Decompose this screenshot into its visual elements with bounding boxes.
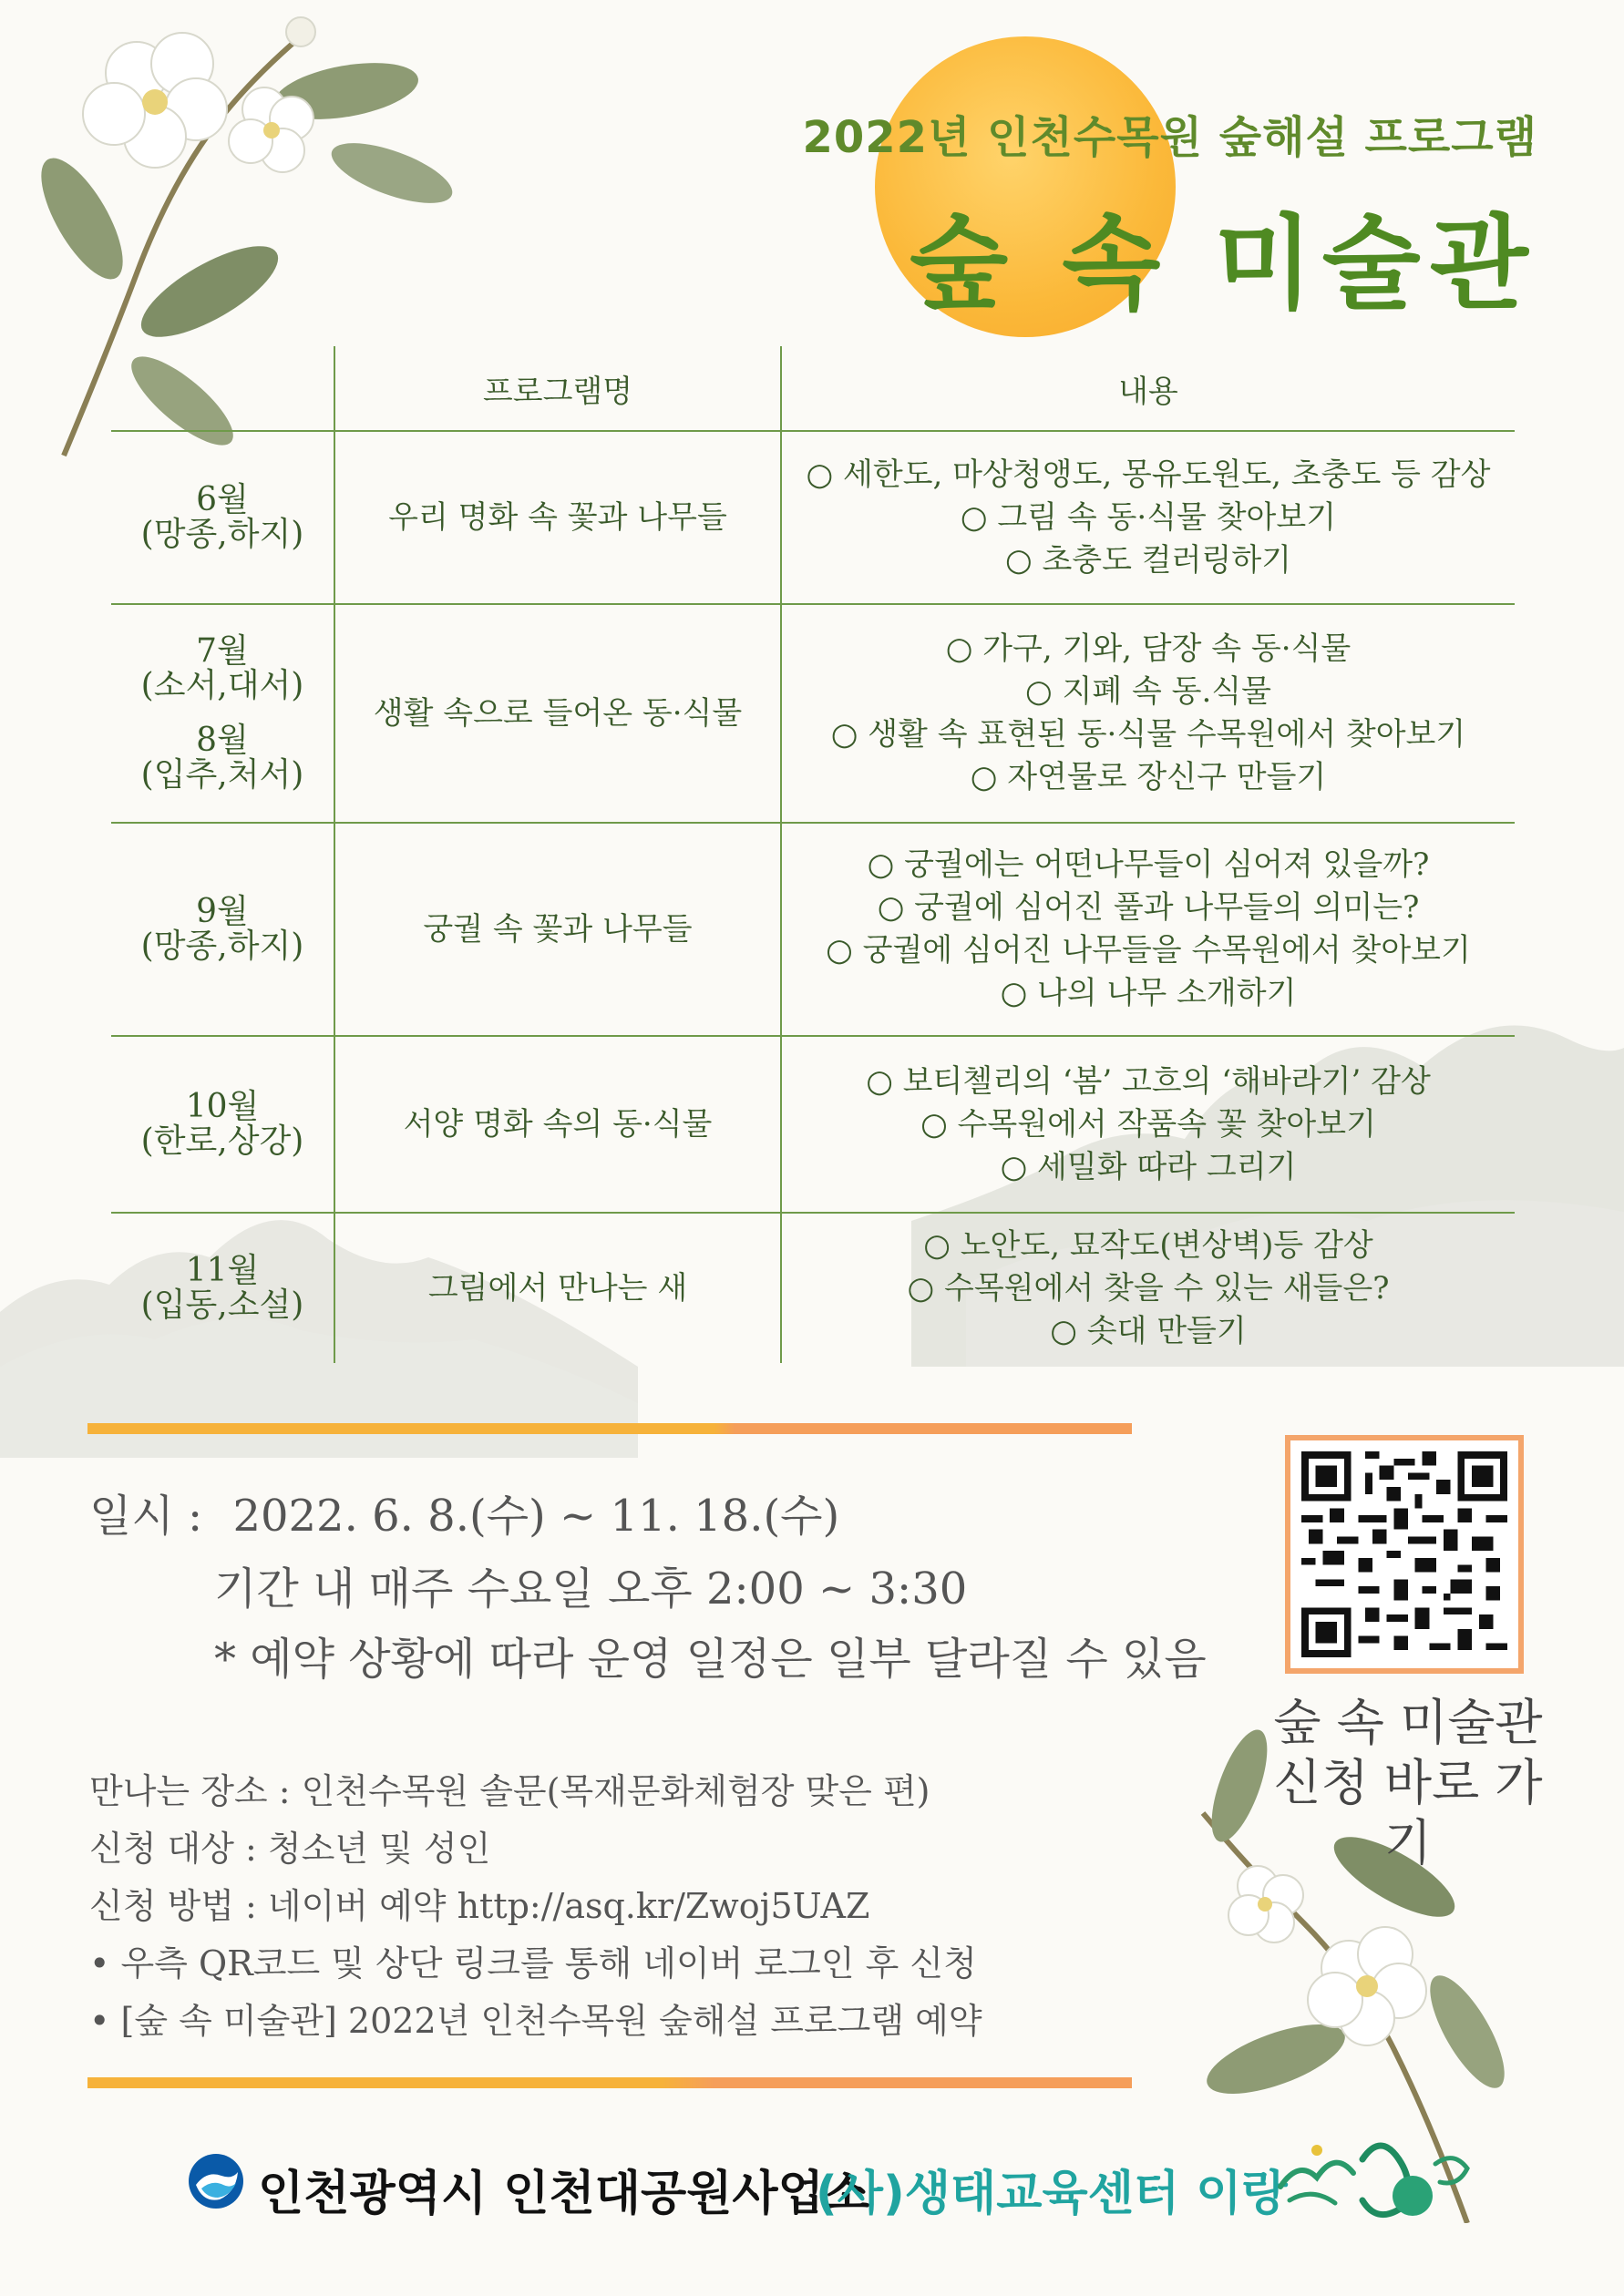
- month-label: 11월: [185, 1252, 260, 1289]
- application-method[interactable]: 신청 방법 : 네이버 예약 http://asq.kr/Zwoj5UAZ: [89, 1886, 870, 1926]
- program-name-cell: 그림에서 만나는 새: [334, 1213, 781, 1363]
- date-label: 일시 :: [89, 1491, 203, 1542]
- divider-top: [87, 1423, 1132, 1434]
- table-header-program: 프로그램명: [334, 346, 781, 431]
- target-audience: 신청 대상 : 청소년 및 성인: [89, 1829, 491, 1869]
- month-label: 8월: [196, 722, 249, 759]
- month-cell: [111, 823, 334, 1036]
- content-item: ○ 가구, 기와, 담장 속 동·식물: [945, 630, 1352, 667]
- meeting-place: 만나는 장소 : 인천수목원 솔문(목재문화체험장 맞은 편): [89, 1771, 930, 1811]
- application-note-qr: • 우측 QR코드 및 상단 링크를 통해 네이버 로그인 후 신청: [89, 1943, 977, 1983]
- content-item: ○ 세한도, 마상청앵도, 몽유도원도, 초충도 등 감상: [806, 456, 1491, 493]
- season-label: (한로,상강): [140, 1122, 304, 1160]
- season-label: (망종,하지): [140, 516, 304, 553]
- content-item: ○ 그림 속 동·식물 찾아보기: [960, 498, 1337, 536]
- month-cell: [111, 1036, 334, 1213]
- month-cell: [111, 431, 334, 604]
- table-header-row: [111, 346, 1515, 431]
- content-cell: [781, 604, 1515, 823]
- schedule-notice: * 예약 상황에 따라 운영 일정은 일부 달라질 수 있음: [214, 1634, 1207, 1685]
- table-row: [111, 604, 1515, 823]
- program-title: 숲 속 미술관: [910, 205, 1537, 323]
- content-cell: [781, 1036, 1515, 1213]
- content-item: ○ 생활 속 표현된 동·식물 수목원에서 찾아보기: [830, 716, 1466, 753]
- content-item: ○ 지폐 속 동.식물: [1025, 673, 1271, 710]
- table-header-content: 내용: [781, 346, 1515, 431]
- qr-caption-line: 숲 속 미술관: [1273, 1694, 1543, 1751]
- season-label: (망종,하지): [140, 928, 304, 965]
- content-cell: [781, 823, 1515, 1036]
- org-eco-education-center: (사)생태교육센터 이랑: [816, 2167, 1288, 2221]
- divider-bottom: [87, 2077, 1132, 2088]
- date-range: 2022. 6. 8.(수) ~ 11. 18.(수): [232, 1491, 840, 1542]
- incheon-city-logo-icon: [187, 2152, 245, 2210]
- content-item: ○ 나의 나무 소개하기: [1000, 975, 1297, 1011]
- qr-caption-line: 신청 바로 가기: [1273, 1754, 1543, 1871]
- content-item: ○ 자연물로 장신구 만들기: [970, 759, 1327, 795]
- org-incheon-park-office: 인천광역시 인천대공원사업소: [258, 2167, 870, 2221]
- month-cell: [111, 1213, 334, 1363]
- month-label: 9월: [196, 893, 249, 930]
- program-name-cell: 우리 명화 속 꽃과 나무들: [334, 431, 781, 604]
- content-cell: [781, 431, 1515, 604]
- month-label: 10월: [185, 1088, 260, 1125]
- content-item: ○ 궁궐에 심어진 나무들을 수목원에서 찾아보기: [826, 932, 1471, 969]
- content-item: ○ 초충도 컬러링하기: [1004, 541, 1292, 579]
- qr-code-icon: [1301, 1451, 1507, 1657]
- table-header-month: [111, 346, 334, 431]
- season-label: (소서,대서): [140, 667, 304, 704]
- content-cell: [781, 1213, 1515, 1363]
- content-item: ○ 보티첼리의 ‘봄’ 고흐의 ‘해바라기’ 감상: [866, 1062, 1431, 1100]
- qr-code[interactable]: [1285, 1435, 1524, 1674]
- program-name-cell: 궁궐 속 꽃과 나무들: [334, 823, 781, 1036]
- content-item: ○ 수목원에서 찾을 수 있는 새들은?: [907, 1269, 1390, 1307]
- table-row: [111, 431, 1515, 604]
- schedule-table: [111, 346, 1515, 1363]
- content-item: ○ 수목원에서 작품속 꽃 찾아보기: [920, 1105, 1376, 1143]
- program-name-cell: 서양 명화 속의 동·식물: [334, 1036, 781, 1213]
- content-item: ○ 궁궐에는 어떤나무들이 심어져 있을까?: [867, 846, 1430, 883]
- date-range-line: [89, 1481, 839, 1543]
- content-item: ○ 솟대 만들기: [1050, 1312, 1247, 1349]
- program-subtitle: 2022년 인천수목원 숲해설 프로그램: [802, 112, 1537, 163]
- month-cell: [111, 604, 334, 823]
- table-row: [111, 1036, 1515, 1213]
- program-name-cell: 생활 속으로 들어온 동·식물: [334, 604, 781, 823]
- month-label: 7월: [196, 632, 249, 670]
- content-item: ○ 노안도, 묘작도(변상벽)등 감상: [923, 1226, 1373, 1264]
- month-label: 6월: [196, 481, 249, 518]
- time-info: 기간 내 매주 수요일 오후 2:00 ~ 3:30: [214, 1563, 968, 1614]
- season-label: (입추,처서): [140, 756, 304, 794]
- application-note-title: • [숲 속 미술관] 2022년 인천수목원 숲해설 프로그램 예약: [89, 2001, 982, 2041]
- eco-center-emblem-icon: [1262, 2123, 1490, 2232]
- season-label: (입동,소설): [140, 1286, 304, 1324]
- table-row: [111, 1213, 1515, 1363]
- table-row: [111, 823, 1515, 1036]
- content-item: ○ 세밀화 따라 그리기: [1000, 1148, 1297, 1185]
- qr-caption: [1258, 1693, 1558, 1873]
- content-item: ○ 궁궐에 심어진 풀과 나무들의 의미는?: [877, 889, 1420, 926]
